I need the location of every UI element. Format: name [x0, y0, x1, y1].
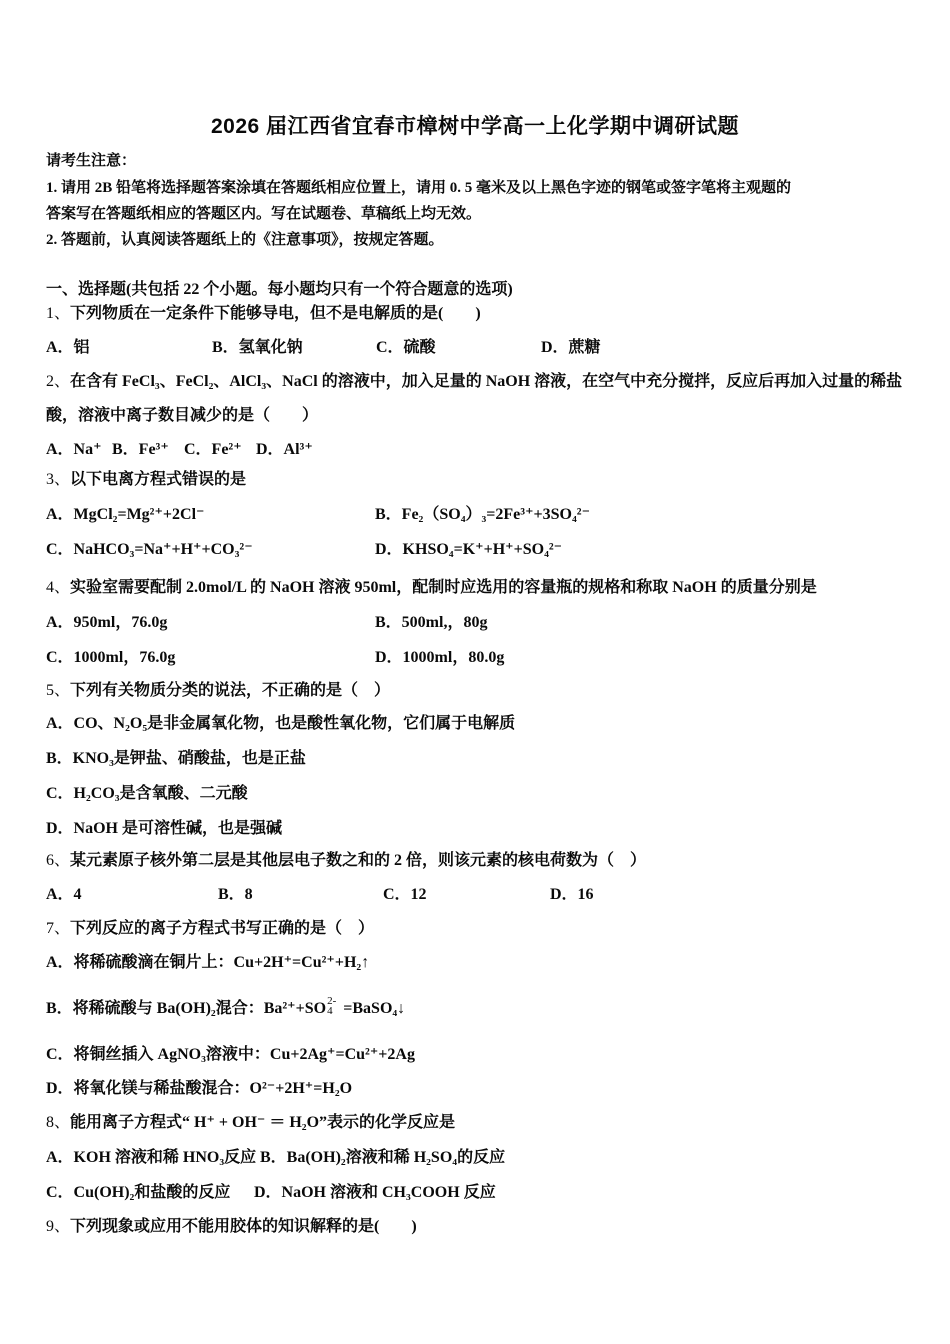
question-4-text: 实验室需要配制 2.0mol/L 的 NaOH 溶液 950ml，配制时应选用的容量瓶的规格和称取 NaOH 的质量分别是	[70, 579, 817, 596]
question-2-options	[0, 439, 950, 463]
exam-title: 2026 届江西省宜春市樟树中学高一上化学期中调研试题	[210, 115, 740, 138]
question-8-options-ab	[0, 1147, 950, 1171]
question-3-option-d: D．KHSO₄=K⁺+H⁺+SO₄²⁻	[375, 541, 563, 558]
question-6-option-b: B．8	[218, 886, 253, 903]
question-8-options-cd	[0, 1182, 950, 1206]
notice-line-3: 2. 答题前，认真阅读答题纸上的《注意事项》，按规定答题。	[46, 232, 444, 248]
question-6-option-a: A．4	[46, 886, 82, 903]
question-8-option-c: C．Cu(OH)₂和盐酸的反应	[46, 1184, 231, 1201]
question-8-option-a: A．KOH 溶液和稀 HNO₃反应	[46, 1149, 257, 1166]
question-1-option-a: A．铝	[46, 339, 90, 356]
question-8-option-d: D．NaOH 溶液和 CH₃COOH 反应	[254, 1184, 496, 1201]
question-1-option-d: D．蔗糖	[541, 339, 601, 356]
question-7-option-d: D．将氧化镁与稀盐酸混合：O²⁻+2H⁺=H₂O	[46, 1080, 353, 1097]
question-4-option-d: D．1000ml，80.0g	[375, 649, 505, 666]
question-8-number: 8、	[46, 1114, 71, 1131]
question-3-options-cd	[0, 539, 950, 563]
question-7-option-c: C．将铜丝插入 AgNO₃溶液中：Cu+2Ag⁺=Cu²⁺+2Ag	[46, 1046, 415, 1063]
question-3-number: 3、	[46, 471, 71, 488]
question-1	[46, 303, 910, 325]
question-4-number: 4、	[46, 579, 71, 596]
question-7-number: 7、	[46, 920, 71, 937]
question-8-option-b: B．Ba(OH)₂溶液和稀 H₂SO₄的反应	[260, 1149, 506, 1166]
question-2-number: 2、	[46, 373, 71, 390]
question-2-option-d: D．Al³⁺	[256, 441, 313, 458]
question-1-option-b: B．氢氧化钠	[212, 339, 303, 356]
question-7-option-b-prefix: B．将稀硫酸与 Ba(OH)₂混合：Ba²⁺+SO	[46, 1000, 327, 1017]
question-7-option-a: A．将稀硫酸滴在铜片上：Cu+2H⁺=Cu²⁺+H₂↑	[46, 954, 370, 971]
question-6-option-d: D．16	[550, 886, 594, 903]
question-6-number: 6、	[46, 852, 71, 869]
question-4-options-ab	[0, 612, 950, 636]
question-7-text: 下列反应的离子方程式书写正确的是（ ）	[70, 920, 375, 937]
question-5-option-c: C．H₂CO₃是含氧酸、二元酸	[46, 785, 248, 802]
question-2-text: 在含有 FeCl₃、FeCl₂、AlCl₃、NaCl 的溶液中，加入足量的 NaOH 溶液，在空气中充分搅拌，反应后再加入过量的稀盐	[70, 373, 903, 390]
question-6-option-c: C．12	[383, 886, 427, 903]
question-3-options-ab	[0, 504, 950, 528]
question-8-text: 能用离子方程式“ H⁺ + OH⁻ ＝ H₂O”表示的化学反应是	[70, 1114, 456, 1131]
question-2-option-c: C．Fe²⁺	[184, 441, 242, 458]
question-5-number: 5、	[46, 682, 71, 699]
question-5-option-d: D．NaOH 是可溶性碱，也是强碱	[46, 820, 283, 837]
question-9-text: 下列现象或应用不能用胶体的知识解释的是( )	[70, 1218, 417, 1235]
question-2-line-1	[46, 371, 910, 393]
question-7-option-b-suffix: =BaSO₄↓	[339, 1000, 406, 1017]
question-6-text: 某元素原子核外第二层是其他层电子数之和的 2 倍，则该元素的核电荷数为（ ）	[70, 852, 647, 869]
question-9-number: 9、	[46, 1218, 71, 1235]
question-3-option-b: B．Fe₂（SO₄）₃=2Fe³⁺+3SO₄²⁻	[375, 506, 591, 523]
sulfate-subscript: 4	[327, 1005, 333, 1017]
sulfate-charge: 2-	[327, 995, 337, 1007]
question-6	[46, 850, 910, 872]
question-1-number: 1、	[46, 305, 71, 322]
question-9	[46, 1216, 910, 1238]
question-5-option-b: B．KNO₃是钾盐、硝酸盐，也是正盐	[46, 750, 306, 767]
question-2-option-a: A．Na⁺	[46, 441, 102, 458]
question-4	[46, 577, 910, 599]
question-1-option-c: C．硫酸	[376, 339, 436, 356]
question-4-option-a: A．950ml，76.0g	[46, 614, 168, 631]
question-4-options-cd	[0, 647, 950, 671]
question-4-option-b: B．500ml,，80g	[375, 614, 488, 631]
question-4-option-c: C．1000ml，76.0g	[46, 649, 176, 666]
notice-line-2: 答案写在答题纸相应的答题区内。写在试题卷、草稿纸上均无效。	[46, 206, 482, 222]
question-5	[46, 680, 910, 702]
question-5-text: 下列有关物质分类的说法，不正确的是（ ）	[70, 682, 391, 699]
question-5-option-a: A．CO、N₂O₅是非金属氧化物，也是酸性氧化物，它们属于电解质	[46, 715, 516, 732]
question-1-options	[0, 337, 950, 361]
question-7	[46, 918, 910, 940]
question-3	[46, 469, 910, 491]
notice-line-1: 1. 请用 2B 铅笔将选择题答案涂填在答题纸相应位置上，请用 0. 5 毫米及以上黑色字迹的钢笔或签字笔将主观题的	[46, 180, 792, 196]
question-3-option-a: A．MgCl₂=Mg²⁺+2Cl⁻	[46, 506, 205, 523]
question-2-option-b: B．Fe³⁺	[112, 441, 169, 458]
question-7-option-b	[46, 996, 910, 1020]
question-3-text: 以下电离方程式错误的是	[70, 471, 247, 488]
question-1-text: 下列物质在一定条件下能够导电，但不是电解质的是( )	[70, 305, 481, 322]
notice-heading: 请考生注意：	[46, 153, 137, 169]
question-8	[46, 1112, 910, 1134]
question-6-options	[0, 884, 950, 908]
question-2-line-2: 酸，溶液中离子数目减少的是（ ）	[46, 407, 319, 424]
section-header: 一、选择题(共包括 22 个小题。每小题均只有一个符合题意的选项)	[46, 281, 513, 298]
question-3-option-c: C．NaHCO₃=Na⁺+H⁺+CO₃²⁻	[46, 541, 253, 558]
sulfate-ion-stacked-notation	[327, 996, 336, 1016]
